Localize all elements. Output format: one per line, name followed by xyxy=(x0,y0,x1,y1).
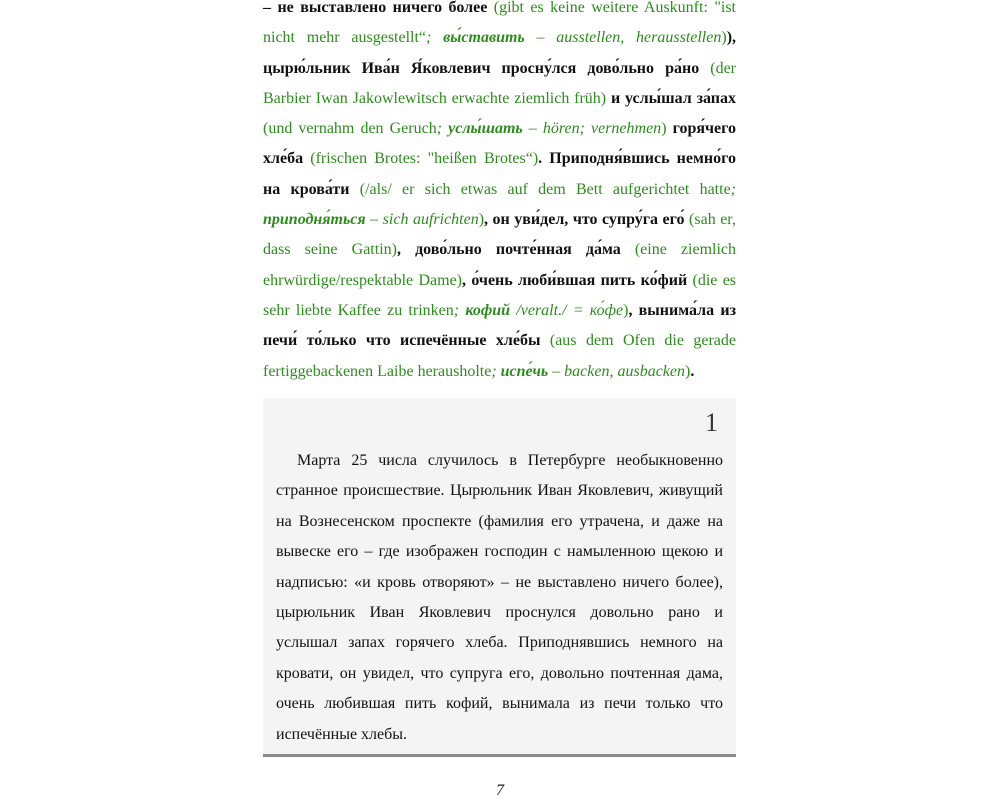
german-annotation-segment: (und vernahm den Geruch xyxy=(263,120,437,138)
german-annotation-segment: приподня́ться xyxy=(263,211,366,229)
original-text-box xyxy=(263,398,736,757)
german-annotation-segment: ) xyxy=(661,120,667,138)
german-annotation-segment: испе́чь xyxy=(500,362,549,380)
german-annotation-segment: ; xyxy=(436,120,449,138)
german-annotation-segment: ) xyxy=(623,301,629,319)
german-annotation-segment: ; xyxy=(426,29,444,47)
german-annotation-segment: вы́ставить xyxy=(443,29,525,47)
german-annotation-segment: (sah er, dass seine Gattin) xyxy=(263,211,736,259)
russian-text-segment: , он уви́дел, что супру́га его́ xyxy=(484,211,690,229)
russian-text-segment: . Приподня́вшись немно́го на крова́ти xyxy=(263,150,736,198)
annotated-text-column xyxy=(263,0,736,387)
russian-text-segment: ), цырю́льник Ива́н Я́ковлевич просну́лся дово́льно ра́но xyxy=(263,29,737,77)
german-annotation-segment: (gibt es keine weitere Auskunft: "ist nicht mehr ausgestellt“ xyxy=(263,0,736,47)
page-number: 7 xyxy=(496,782,504,799)
russian-text-segment: , вынима́ла из печи́ то́лько что испечённые хле́бы xyxy=(263,301,737,350)
german-annotation-segment: ; xyxy=(491,362,501,380)
russian-text-segment: , дово́льно почте́нная да́ма xyxy=(396,241,635,259)
german-annotation-segment: ) xyxy=(685,362,691,380)
german-annotation-segment: – hören; vernehmen xyxy=(522,120,662,138)
original-paragraph: Марта 25 числа случилось в Петербурге необыкновенно странное происшествие. Цырюльник Иван Яковлевич, живущий на Вознесенском проспекте (фамилия его утрачена, и даже на вывеске его – где изображен господин с намыленною щекою и надписью: «и кровь отворяют» – не выставлено ничего более), цырюльник Иван Яковлевич проснулся довольно рано и услышал запах горячего хлеба. Приподнявшись немного на кровати, он увидел, что супруга его, довольно почтенная дама, очень любившая пить кофий, вынимала из печи только что испечённые хлебы. xyxy=(276,452,723,743)
german-annotation-segment: – ausstellen, herausstellen xyxy=(524,29,722,47)
german-annotation-segment: (eine ziemlich ehrwürdige/respektable Dame) xyxy=(263,241,737,289)
german-annotation-segment: ) xyxy=(721,29,727,47)
russian-text-segment: – не вы́ставлено ниче́го бо́лее xyxy=(263,0,494,16)
german-annotation-segment: – sich aufrichten xyxy=(365,211,479,229)
german-annotation-segment: услы́шать xyxy=(448,120,523,138)
annotated-paragraph xyxy=(263,0,736,387)
german-annotation-segment: (frischen Brotes: "heißen Brotes“) xyxy=(310,150,539,168)
german-annotation-segment: (der Barbier Iwan Jakowlewitsch erwachte ziemlich früh) xyxy=(263,59,736,107)
russian-text-segment: . xyxy=(690,362,695,380)
german-annotation-segment: ; xyxy=(730,180,736,198)
german-annotation-segment: ) xyxy=(478,211,485,229)
chapter-number: 1 xyxy=(705,408,718,437)
german-annotation-segment: (aus dem Ofen die gerade fertiggebackenen Laibe herausholte xyxy=(263,332,736,380)
russian-text-segment: и услы́шал за́пах xyxy=(606,89,737,107)
german-annotation-segment: ; xyxy=(453,301,466,319)
russian-text-segment: горя́чего хле́ба xyxy=(263,120,736,168)
german-annotation-segment: кофий xyxy=(465,301,511,319)
german-annotation-segment: (/als/ er sich etwas auf dem Bett aufgerichtet hatte xyxy=(359,180,731,198)
german-annotation-segment: – backen, ausbacken xyxy=(548,362,685,380)
german-annotation-segment: (die es sehr liebte Kaffee zu trinken xyxy=(263,271,737,319)
german-annotation-segment: /veralt./ = ко́фе xyxy=(510,301,624,319)
russian-text-segment: , о́чень люби́вшая пить ко́фий xyxy=(462,271,693,289)
